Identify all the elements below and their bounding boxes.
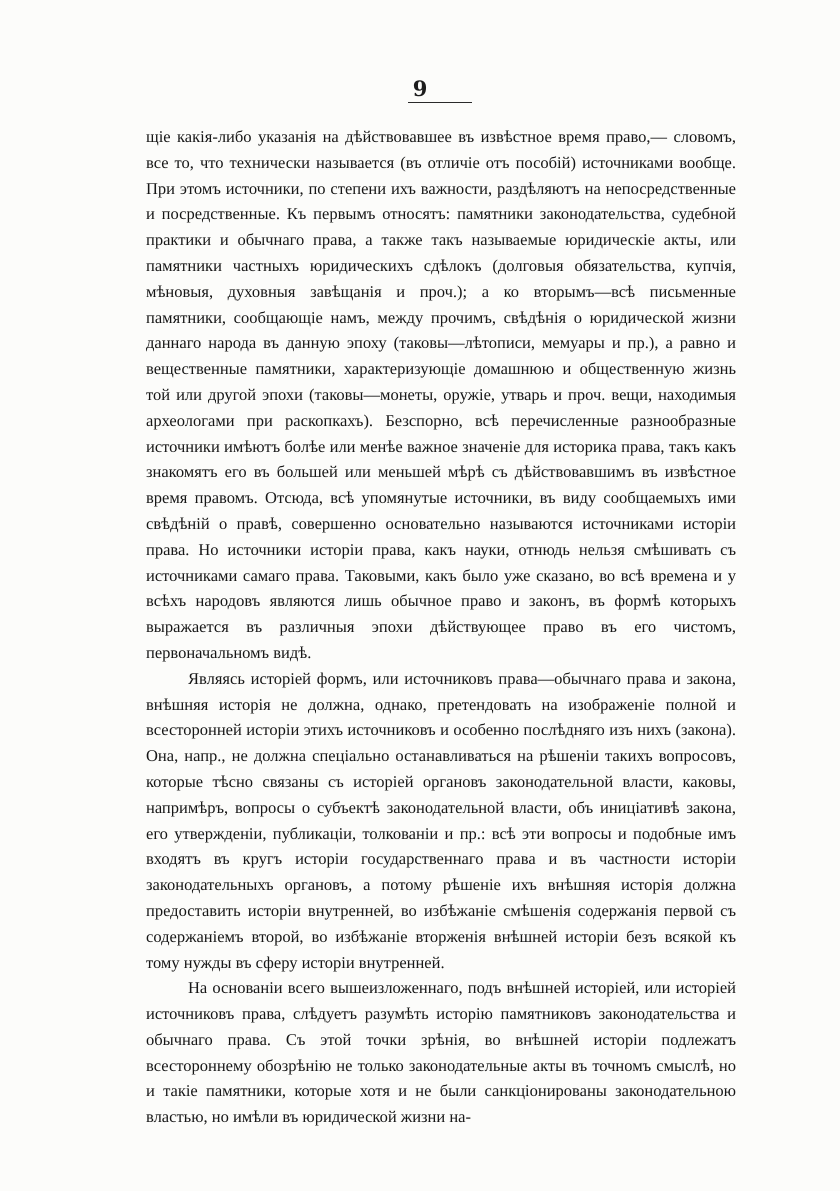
paragraph-conclusion: На основаніи всего вышеизложеннаго, подъ внѣшней исторіей, или исторіей источниковъ права, слѣдуетъ разумѣть исторію памятниковъ законодательства и обычнаго права. Съ этой точки зрѣнія, во внѣшней исторіи подлежатъ всестороннему обозрѣнію не только законодательные акты въ точномъ смыслѣ, но и такіе памятники, которые хотя и не были санкціонированы законодательною властью, но имѣли въ юридической жизни на- bbox=[146, 978, 736, 1127]
paragraph-continued: щіе какія-либо указанія на дѣйствовавшее въ извѣстное время право,— словомъ, все то, что технически называется (въ отличіе отъ пособій) источниками вообще. При этомъ источники, по степени ихъ важности, раздѣляютъ на непосредственные и посредственные. Къ первымъ относятъ: памятники законодательства, судебной практики и обычнаго права, а также такъ называемые юридическіе акты, или памятники частныхъ юридическихъ сдѣлокъ (долговыя обязательства, купчія, мѣновыя, духовныя завѣщанія и проч.); а ко вторымъ—всѣ письменные памятники, сообщающіе намъ, между прочимъ, свѣдѣнія о юридической жизни даннаго народа въ данную эпоху (таковы—лѣтописи, мемуары и пр.), а равно и вещественные памятники, характеризующіе домашнюю и общественную жизнь той или другой эпохи (таковы—монеты, оружіе, утварь и проч. вещи, находимыя археологами при раскопкахъ). Безспорно, всѣ перечисленные разнообразные источники имѣютъ болѣе или менѣе важное значеніе для историка права, такъ какъ знакомятъ его въ большей или меньшей мѣрѣ съ дѣйствовавшимъ въ извѣстное время правомъ. Отсюда, всѣ упомянутые источники, въ виду сообщаемыхъ ими свѣдѣній о правѣ, совершенно основательно называются источниками исторіи права. Но источники исторіи права, какъ науки, отнюдь нельзя смѣшивать съ источниками самаго права. Таковыми, какъ было уже сказано, во всѣ времена и у всѣхъ народовъ являются лишь обычное право и законъ, въ формѣ которыхъ выражается въ различныя эпохи дѣйствующее право въ его чистомъ, первоначальномъ видѣ. bbox=[146, 127, 736, 662]
page-number-rule bbox=[408, 102, 472, 103]
page-number: 9 bbox=[412, 76, 428, 101]
paragraph-external-history: Являясь исторіей формъ, или источниковъ права—обычнаго права и закона, внѣшняя исторія не должна, однако, претендовать на изображеніе полной и всесторонней исторіи этихъ источниковъ и особенно послѣдняго изъ нихъ (закона). Она, напр., не должна спеціально останавливаться на рѣшеніи такихъ вопросовъ, которые тѣсно связаны съ исторіей органовъ законодательной власти, каковы, напримѣръ, вопросы о субъектѣ законодательной власти, объ иниціативѣ закона, его утвержденіи, публикаціи, толкованіи и пр.: всѣ эти вопросы и подобные имъ входятъ въ кругъ исторіи государственнаго права и въ частности исторіи законодательныхъ органовъ, а потому рѣшеніе ихъ внѣшняя исторія должна предоставить исторіи внутренней, во избѣжаніе смѣшенія содержанія первой съ содержаніемъ второй, во избѣжаніе вторженія внѣшней исторіи безъ всякой къ тому нужды въ сферу исторіи внутренней. bbox=[146, 668, 736, 972]
page-body bbox=[146, 124, 736, 1130]
